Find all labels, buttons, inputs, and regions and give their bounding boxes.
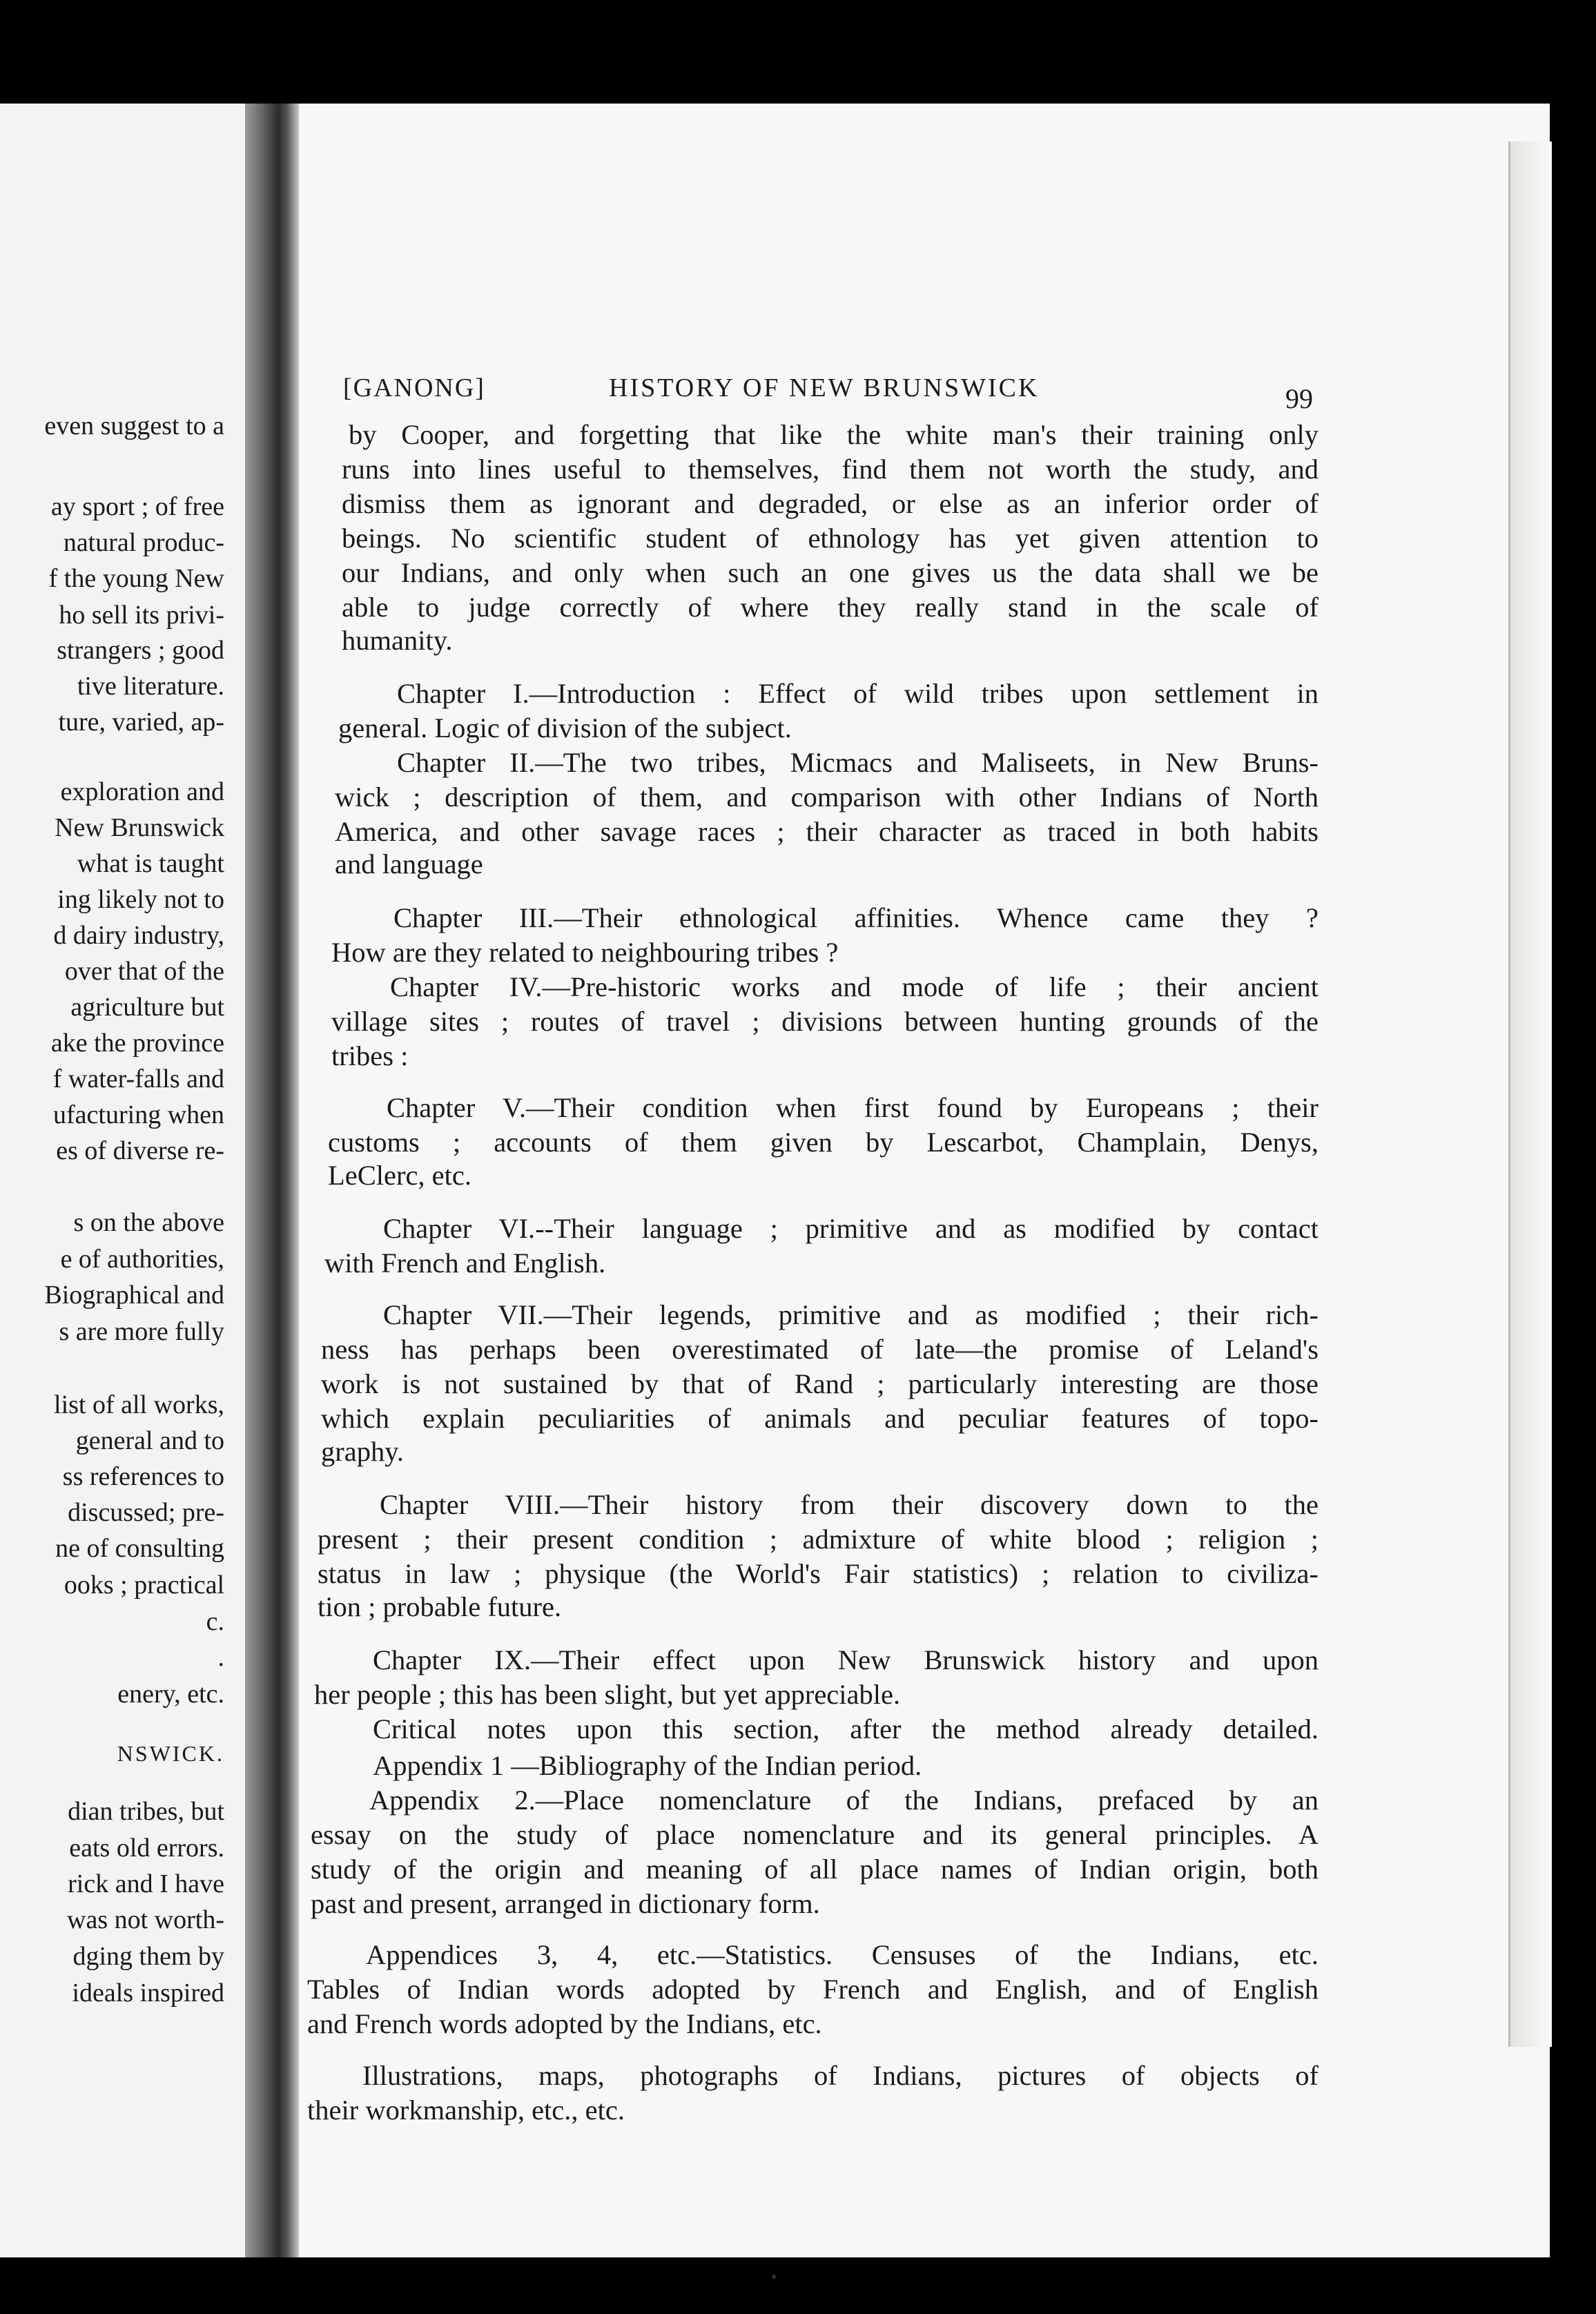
body-line: study of the origin and meaning of all place names of Indian origin, both	[311, 1854, 1318, 1885]
body-line: our Indians, and only when such an one gives us the data shall we be	[342, 557, 1318, 588]
left-page-line: strangers ; good	[57, 636, 224, 665]
body-line: by Cooper, and forgetting that like the white man's their training only	[349, 419, 1318, 450]
body-line: graphy.	[321, 1436, 404, 1467]
body-line: ness has perhaps been overestimated of late—the promise of Leland's	[321, 1334, 1318, 1365]
body-line: Appendix 1 —Bibliography of the Indian period.	[373, 1750, 922, 1781]
left-page-line: over that of the	[64, 957, 224, 986]
left-page-line: ne of consulting	[55, 1534, 224, 1563]
left-page-line: ture, varied, ap-	[58, 708, 224, 737]
left-page-line: rick and I have	[68, 1869, 224, 1898]
body-line: Chapter III.—Their ethnological affinities. Whence came they ?	[393, 902, 1318, 933]
body-line: customs ; accounts of them given by Lescarbot, Champlain, Denys,	[328, 1127, 1318, 1158]
body-line: Critical notes upon this section, after the method already detailed.	[373, 1713, 1318, 1744]
body-line: wick ; description of them, and comparison with other Indians of North	[335, 781, 1318, 813]
body-line: tribes :	[331, 1040, 409, 1071]
left-page-line: eats old errors.	[69, 1834, 224, 1863]
body-line: with French and English.	[324, 1247, 606, 1278]
page-number: 99	[1285, 383, 1313, 414]
body-line: village sites ; routes of travel ; divisions between hunting grounds of the	[331, 1006, 1318, 1037]
page-edge	[1508, 142, 1552, 2047]
left-facing-page	[0, 104, 245, 2257]
body-line: dismiss them as ignorant and degraded, or else as an inferior order of	[342, 488, 1318, 519]
body-line: past and present, arranged in dictionary form.	[311, 1888, 820, 1919]
left-page-line: exploration and	[60, 777, 224, 806]
left-page-line: agriculture but	[70, 993, 224, 1022]
left-page-line: ideals inspired	[72, 1978, 224, 2007]
left-page-line: ss references to	[62, 1462, 224, 1491]
body-line: essay on the study of place nomenclature and its general principles. A	[311, 1819, 1318, 1850]
left-page-line: dian tribes, but	[68, 1797, 224, 1826]
body-line: Chapter IX.—Their effect upon New Brunswick history and upon	[373, 1644, 1318, 1675]
body-line: Tables of Indian words adopted by French and English, and of English	[307, 1974, 1318, 2005]
running-header	[343, 373, 1313, 414]
body-line: Chapter VIII.—Their history from their discovery down to the	[380, 1489, 1318, 1520]
left-page-line: list of all works,	[54, 1390, 224, 1419]
body-line: tion ; probable future.	[318, 1591, 562, 1622]
body-line: and French words adopted by the Indians, etc.	[307, 2008, 822, 2039]
header-author: [GANONG]	[343, 373, 485, 402]
left-page-line: even suggest to a	[44, 411, 224, 440]
left-page-line: general and to	[75, 1426, 224, 1455]
body-line: general. Logic of division of the subject.	[338, 712, 792, 743]
body-line: Illustrations, maps, photographs of Indians, pictures of objects of	[362, 2060, 1318, 2091]
left-page-line: ho sell its privi-	[59, 601, 224, 630]
body-line: Chapter VII.—Their legends, primitive and as modified ; their rich-	[383, 1299, 1318, 1330]
body-line: Chapter II.—The two tribes, Micmacs and Maliseets, in New Bruns-	[397, 747, 1318, 778]
left-page-line: f water-falls and	[52, 1064, 224, 1093]
left-page-line: discussed; pre-	[68, 1498, 224, 1527]
left-page-line: dging them by	[72, 1942, 224, 1971]
left-page-line: s on the above	[73, 1208, 224, 1237]
left-page-line: enery, etc.	[117, 1680, 224, 1709]
body-line: their workmanship, etc., etc.	[307, 2094, 625, 2126]
left-page-line: .	[217, 1643, 224, 1672]
body-line: her people ; this has been slight, but yet appreciable.	[314, 1679, 901, 1710]
body-line: Chapter VI.--Their language ; primitive and as modified by contact	[383, 1213, 1318, 1244]
scan-speck	[772, 2275, 776, 2279]
left-page-line: natural produc-	[63, 528, 224, 557]
body-line: Appendix 2.—Place nomenclature of the Indians, prefaced by an	[369, 1785, 1318, 1816]
book-gutter	[245, 104, 299, 2257]
left-page-line: what is taught	[77, 849, 224, 878]
body-line: work is not sustained by that of Rand ; particularly interesting are those	[321, 1368, 1318, 1399]
left-page-line: d dairy industry,	[53, 921, 224, 950]
left-page-line: ooks ; practical	[64, 1571, 224, 1600]
left-page-line: ay sport ; of free	[50, 492, 224, 521]
left-page-line: f the young New	[48, 564, 224, 593]
left-page-line: was not worth-	[67, 1905, 224, 1934]
body-line: Appendices 3, 4, etc.—Statistics. Censuses of the Indians, etc.	[366, 1939, 1318, 1970]
left-page-line: ufacturing when	[53, 1100, 224, 1129]
left-page-line: Biographical and	[44, 1281, 224, 1310]
left-page-line: s are more fully	[59, 1317, 224, 1346]
body-line: America, and other savage races ; their character as traced in both habits	[335, 816, 1318, 847]
body-line: Chapter I.—Introduction : Effect of wild tribes upon settlement in	[397, 678, 1318, 709]
body-line: LeClerc, etc.	[328, 1160, 471, 1191]
body-line: Chapter IV.—Pre-historic works and mode of life ; their ancient	[390, 971, 1318, 1002]
body-line: beings. No scientific student of ethnology has yet given attention to	[342, 523, 1318, 554]
header-title: HISTORY OF NEW BRUNSWICK	[609, 373, 1040, 402]
body-line: and language	[335, 848, 483, 879]
left-page-line: NSWICK.	[117, 1741, 224, 1766]
left-page-line: tive literature.	[77, 672, 224, 701]
body-line: runs into lines useful to themselves, find them not worth the study, and	[342, 454, 1318, 485]
left-page-line: New Brunswick	[55, 813, 224, 842]
body-line: status in law ; physique (the World's Fair statistics) ; relation to civiliza-	[318, 1558, 1318, 1589]
left-page-line: c.	[206, 1607, 224, 1636]
left-page-line: ake the province	[50, 1029, 224, 1058]
body-line: Chapter V.—Their condition when first found by Europeans ; their	[387, 1092, 1318, 1123]
body-line: humanity.	[342, 625, 453, 656]
body-line: able to judge correctly of where they really stand in the scale of	[342, 592, 1318, 623]
left-page-line: es of diverse re-	[56, 1136, 224, 1165]
body-line: How are they related to neighbouring tribes ?	[331, 937, 839, 968]
left-page-line: e of authorities,	[60, 1245, 224, 1274]
body-line: which explain peculiarities of animals and peculiar features of topo-	[321, 1403, 1318, 1434]
left-page-line: ing likely not to	[57, 885, 224, 914]
body-line: present ; their present condition ; admixture of white blood ; religion ;	[318, 1524, 1318, 1555]
